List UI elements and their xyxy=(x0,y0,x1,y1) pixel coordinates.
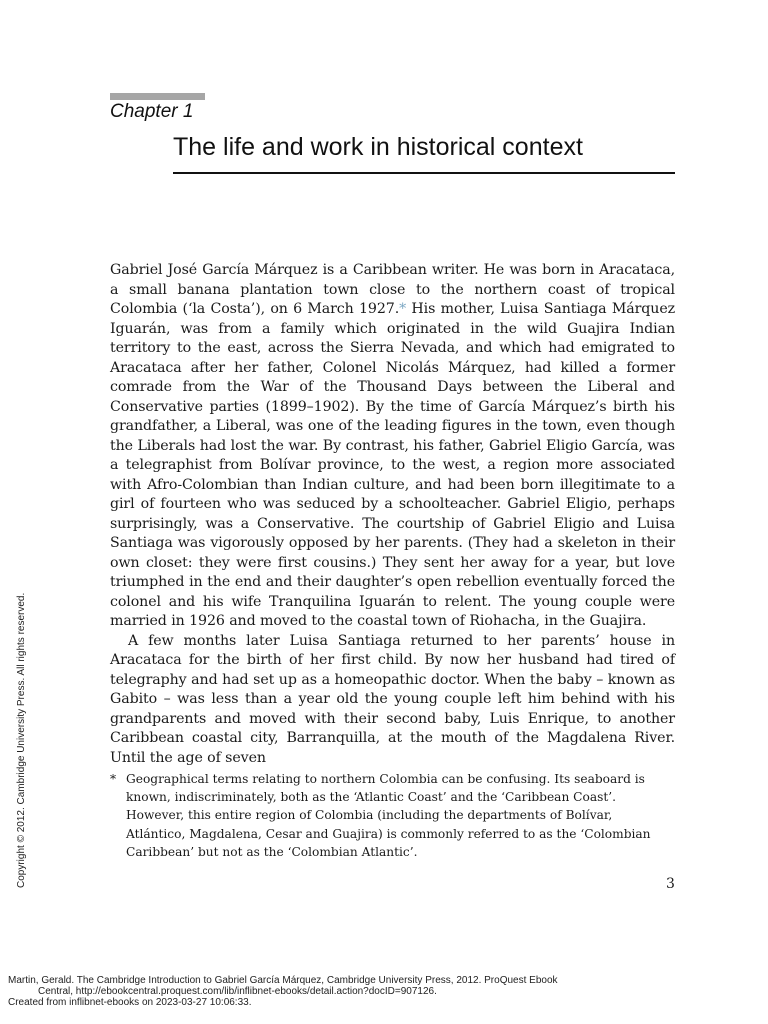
paragraph-1-part-b: His mother, Luisa Santiaga Márquez Iguarán, was from a family which originated in the wild Guajira Indian territory to the east, across the Sierra Nevada, and which had emigrated to Aracataca after her father, Colonel Nicolás Márquez, had killed a former comrade from the War of the Thousand Days between the Liberal and Conservative parties (1899–1902). By the time of García Márquez’s birth his grandfather, a Liberal, was one of the leading figures in the town, even though the Liberals had lost the war. By contrast, his father, Gabriel Eligio García, was a telegraphist from Bolívar province, to the west, a region more associated with Afro-Colombian than Indian culture, and had been born illegitimate to a girl of fourteen who was seduced by a schoolteacher. Gabriel Eligio, perhaps surprisingly, was a Conservative. The courtship of Gabriel Eligio and Luisa Santiaga was vigorously opposed by her parents. (They had a skeleton in their own closet: they were first cousins.) They sent her away for a year, but love triumphed in the end and their daughter’s open rebellion eventually forced the colonel and his wife Tranquilina Iguarán to relent. The young couple were married in 1926 and moved to the coastal town of Riohacha, in the Guajira. xyxy=(110,301,675,629)
copyright-notice: Copyright © 2012. Cambridge University Press. All rights reserved. xyxy=(16,592,27,888)
paragraph-1 xyxy=(110,261,675,632)
chapter-decorative-bar xyxy=(110,93,205,100)
chapter-label: Chapter 1 xyxy=(110,101,194,122)
body-text xyxy=(110,261,675,768)
footnote xyxy=(110,770,675,861)
paragraph-1-part-a: Gabriel José García Márquez is a Caribbean writer. He was born in Aracataca, a small banana plantation town close to the northern coast of tropical Colombia (‘la Costa’), on 6 March 1927. xyxy=(110,262,675,317)
page-number: 3 xyxy=(666,876,675,892)
paragraph-2: A few months later Luisa Santiaga returned to her parents’ house in Aracataca for the birth of her first child. By now her husband had tired of telegraphy and had set up as a homeopathic doctor. When the baby – known as Gabito – was less than a year old the young couple left him behind with his grandparents and moved with their second baby, Luis Enrique, to another Caribbean coastal city, Barranquilla, at the mouth of the Magdalena River. Until the age of seven xyxy=(110,632,675,766)
footnote-marker: * xyxy=(110,772,117,786)
chapter-title: The life and work in historical context xyxy=(173,133,583,161)
title-rule xyxy=(173,172,675,174)
footnote-text: Geographical terms relating to northern Colombia can be confusing. Its seaboard is known, indiscriminately, both as the ‘Atlantic Coast’ and the ‘Caribbean Coast’. However, this entire region of Colombia (including the departments of Bolívar, Atlántico, Magdalena, Cesar and Guajira) is commonly referred to as the ‘Colombian Caribbean’ but not as the ‘Colombian Atlantic’. xyxy=(126,772,651,859)
citation-line-2[interactable]: Central, http://ebookcentral.proquest.com/lib/inflibnet-ebooks/detail.action?docID=907126. xyxy=(38,986,437,997)
citation-footer xyxy=(8,975,764,1008)
footnote-reference-link[interactable]: * xyxy=(399,301,407,317)
citation-line-3: Created from inflibnet-ebooks on 2023-03-27 10:06:33. xyxy=(8,997,252,1008)
citation-line-1: Martin, Gerald. The Cambridge Introduction to Gabriel García Márquez, Cambridge University Press, 2012. ProQuest Ebook xyxy=(8,975,558,986)
